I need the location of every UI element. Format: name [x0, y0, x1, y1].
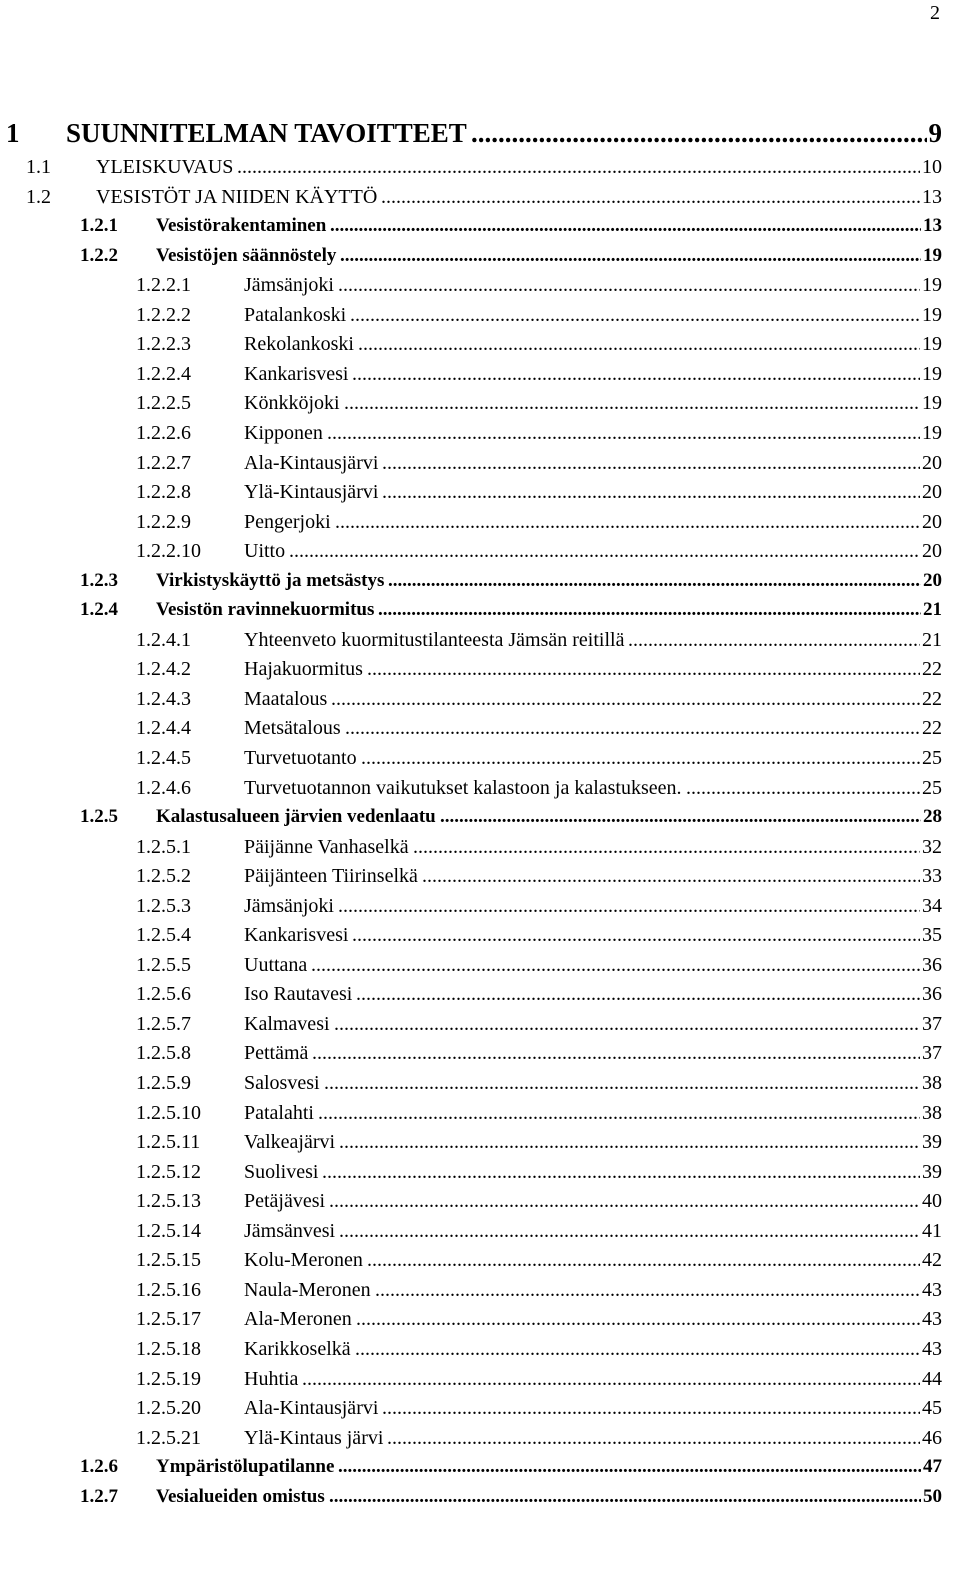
dot-leader [356, 981, 920, 1007]
toc-entry-page: 36 [922, 983, 942, 1005]
toc-entry-title: Uuttana [244, 954, 308, 976]
toc-entry-number: 1.2.2.10 [136, 540, 201, 562]
toc-entry-number: 1.2.4.1 [136, 629, 191, 651]
toc-entry[interactable] [0, 1040, 960, 1068]
dot-leader [345, 715, 920, 741]
toc-entry-title: Ala-Kintausjärvi [244, 452, 379, 474]
toc-entry-title: YLEISKUVAUS [96, 156, 234, 178]
toc-entry-title: Könkköjoki [244, 392, 340, 414]
toc-entry-title: SUUNNITELMAN TAVOITTEET [66, 118, 467, 148]
toc-entry[interactable] [0, 1159, 960, 1187]
dot-leader [311, 952, 920, 978]
toc-entry-title: Valkeajärvi [244, 1131, 336, 1153]
toc-entry-title: Rekolankoski [244, 333, 354, 355]
dot-leader [388, 568, 921, 594]
toc-entry-number: 1.2.4.3 [136, 688, 191, 710]
toc-entry-title: Salosvesi [244, 1072, 320, 1094]
toc-entry-page: 42 [922, 1249, 942, 1271]
toc-entry-title: Kalmavesi [244, 1013, 330, 1035]
toc-entry-page: 9 [928, 118, 942, 148]
toc-entry-number: 1.2.1 [80, 215, 118, 236]
dot-leader [237, 154, 920, 180]
toc-entry-page: 43 [922, 1279, 942, 1301]
toc-entry-number: 1.2.5.5 [136, 954, 191, 976]
toc-entry-number: 1.2.5 [80, 806, 118, 827]
toc-entry[interactable] [0, 361, 960, 389]
toc-entry-title: Maatalous [244, 688, 328, 710]
toc-entry-number: 1.2.5.7 [136, 1013, 191, 1035]
toc-entry-title: Pengerjoki [244, 511, 331, 533]
toc-entry[interactable] [0, 834, 960, 862]
toc-entry-page: 40 [922, 1190, 942, 1212]
dot-leader [329, 1188, 920, 1214]
dot-leader [356, 1306, 920, 1332]
toc-entry-page: 39 [922, 1161, 942, 1183]
toc-entry-page: 34 [922, 895, 942, 917]
toc-entry-title: Kolu-Meronen [244, 1249, 363, 1271]
toc-entry-title: Turvetuotannon vaikutukset kalastoon ja kalastukseen. [244, 777, 682, 799]
toc-entry-page: 28 [923, 806, 942, 827]
toc-entry-page: 19 [922, 363, 942, 385]
toc-entry[interactable] [0, 656, 960, 684]
toc-entry[interactable] [0, 1100, 960, 1128]
toc-entry-number: 1.2.5.3 [136, 895, 191, 917]
toc-entry-page: 20 [922, 452, 942, 474]
dot-leader [330, 213, 921, 239]
toc-entry-number: 1.2.5.6 [136, 983, 191, 1005]
toc-entry-page: 44 [922, 1368, 942, 1390]
toc-entry-number: 1.2.5.18 [136, 1338, 201, 1360]
toc-entry-page: 22 [922, 658, 942, 680]
toc-entry-number: 1.2 [26, 186, 51, 208]
toc-entry-title: Päijänteen Tiirinselkä [244, 865, 418, 887]
toc-entry[interactable] [0, 597, 960, 625]
toc-entry-page: 21 [923, 599, 942, 620]
toc-entry-page: 41 [922, 1220, 942, 1242]
dot-leader [331, 686, 920, 712]
dot-leader [322, 1159, 920, 1185]
toc-entry[interactable] [0, 981, 960, 1009]
toc-entry[interactable] [0, 1484, 960, 1512]
toc-entry[interactable] [0, 302, 960, 330]
toc-entry[interactable] [0, 154, 960, 182]
toc-entry-title: Ala-Meronen [244, 1308, 352, 1330]
toc-entry-number: 1.2.5.11 [136, 1131, 201, 1153]
toc-entry-number: 1.2.5.12 [136, 1161, 201, 1183]
toc-entry[interactable] [0, 1277, 960, 1305]
toc-entry[interactable] [0, 952, 960, 980]
toc-entry[interactable] [0, 627, 960, 655]
toc-entry-title: Vesistöjen säännöstely [156, 245, 337, 266]
toc-entry-number: 1.2.2.1 [136, 274, 191, 296]
dot-leader [338, 272, 920, 298]
toc-entry-page: 22 [922, 688, 942, 710]
toc-entry[interactable] [0, 420, 960, 448]
toc-entry[interactable] [0, 745, 960, 773]
toc-entry-title: Virkistyskäyttö ja metsästys [156, 570, 385, 591]
toc-entry-title: Päijänne Vanhaselkä [244, 836, 409, 858]
dot-leader [628, 627, 920, 653]
dot-leader [335, 509, 920, 535]
toc-entry-page: 25 [922, 747, 942, 769]
toc-entry-number: 1.2.2.5 [136, 392, 191, 414]
toc-entry[interactable] [0, 538, 960, 566]
dot-leader [289, 538, 920, 564]
toc-entry-title: Huhtia [244, 1368, 299, 1390]
toc-entry-title: Patalahti [244, 1102, 314, 1124]
dot-leader [422, 863, 920, 889]
toc-entry-page: 19 [922, 333, 942, 355]
dot-leader [338, 893, 920, 919]
toc-entry-page: 32 [922, 836, 942, 858]
dot-leader [413, 834, 920, 860]
dot-leader [302, 1366, 920, 1392]
toc-entry-number: 1.2.2.3 [136, 333, 191, 355]
page-number: 2 [930, 2, 940, 24]
toc-entry[interactable] [0, 450, 960, 478]
toc-entry-page: 25 [922, 777, 942, 799]
dot-leader [382, 1395, 920, 1421]
dot-leader [358, 331, 920, 357]
toc-entry-number: 1.2.4.6 [136, 777, 191, 799]
dot-leader [344, 390, 920, 416]
toc-entry-number: 1.2.5.4 [136, 924, 191, 946]
toc-entry-page: 19 [923, 245, 942, 266]
toc-entry-title: Hajakuormitus [244, 658, 363, 680]
dot-leader [327, 420, 920, 446]
dot-leader [375, 1277, 920, 1303]
toc-entry-number: 1.2.5.1 [136, 836, 191, 858]
toc-entry-title: Ala-Kintausjärvi [244, 1397, 379, 1419]
toc-entry-page: 33 [922, 865, 942, 887]
toc-entry-page: 21 [922, 629, 942, 651]
toc-entry-number: 1.2.7 [80, 1486, 118, 1507]
toc-entry-page: 13 [922, 186, 942, 208]
toc-entry-page: 38 [922, 1102, 942, 1124]
toc-entry-number: 1.2.4.4 [136, 717, 191, 739]
toc-entry[interactable] [0, 1425, 960, 1453]
toc-entry-title: Vesistörakentaminen [156, 215, 327, 236]
toc-entry-title: Vesistön ravinnekuormitus [156, 599, 375, 620]
toc-entry-number: 1.2.5.13 [136, 1190, 201, 1212]
toc-entry[interactable] [0, 1188, 960, 1216]
toc-entry[interactable] [0, 1454, 960, 1482]
toc-entry-page: 19 [922, 304, 942, 326]
toc-entry-number: 1.1 [26, 156, 51, 178]
toc-entry-title: Jämsänvesi [244, 1220, 336, 1242]
toc-entry-title: Kankarisvesi [244, 363, 349, 385]
toc-entry-title: Kankarisvesi [244, 924, 349, 946]
toc-entry-page: 13 [923, 215, 942, 236]
dot-leader [312, 1040, 920, 1066]
dot-leader [471, 118, 927, 148]
toc-entry[interactable] [0, 1247, 960, 1275]
dot-leader [334, 1011, 920, 1037]
dot-leader [350, 302, 920, 328]
dot-leader [352, 922, 920, 948]
toc-entry-title: Kipponen [244, 422, 323, 444]
toc-entry-page: 19 [922, 274, 942, 296]
toc-entry-number: 1.2.2.9 [136, 511, 191, 533]
toc-entry-page: 38 [922, 1072, 942, 1094]
toc-entry[interactable] [0, 1336, 960, 1364]
toc-entry[interactable] [0, 804, 960, 832]
toc-entry-number: 1.2.5.15 [136, 1249, 201, 1271]
toc-entry[interactable] [0, 390, 960, 418]
toc-entry-title: Vesialueiden omistus [156, 1486, 325, 1507]
toc-entry-number: 1.2.4.2 [136, 658, 191, 680]
toc-entry-number: 1.2.2.4 [136, 363, 191, 385]
toc-entry-number: 1.2.5.2 [136, 865, 191, 887]
toc-entry-number: 1.2.4.5 [136, 747, 191, 769]
toc-entry-number: 1.2.2.2 [136, 304, 191, 326]
dot-leader [339, 1218, 920, 1244]
toc-entry-number: 1.2.2 [80, 245, 118, 266]
toc-entry-title: Ylä-Kintausjärvi [244, 481, 379, 503]
toc-entry-page: 50 [923, 1486, 942, 1507]
toc-entry-title: Naula-Meronen [244, 1279, 371, 1301]
dot-leader [686, 775, 920, 801]
dot-leader [361, 745, 920, 771]
toc-entry[interactable] [0, 509, 960, 537]
toc-entry-title: Suolivesi [244, 1161, 319, 1183]
toc-entry[interactable] [0, 715, 960, 743]
toc-entry[interactable] [0, 479, 960, 507]
toc-entry-title: Turvetuotanto [244, 747, 357, 769]
toc-entry-page: 47 [923, 1456, 942, 1477]
dot-leader [382, 479, 920, 505]
dot-leader [318, 1100, 920, 1126]
toc-entry-title: Uitto [244, 540, 286, 562]
toc-entry-page: 22 [922, 717, 942, 739]
toc-entry[interactable] [0, 922, 960, 950]
toc-entry-title: Petäjävesi [244, 1190, 326, 1212]
toc-entry-page: 39 [922, 1131, 942, 1153]
toc-entry[interactable] [0, 686, 960, 714]
toc-entry-page: 43 [922, 1338, 942, 1360]
toc-entry[interactable] [0, 331, 960, 359]
toc-entry-page: 35 [922, 924, 942, 946]
dot-leader [339, 1129, 920, 1155]
toc-entry[interactable] [0, 568, 960, 596]
toc-entry-number: 1 [6, 118, 20, 148]
toc-entry-page: 20 [922, 481, 942, 503]
dot-leader [329, 1484, 921, 1510]
toc-entry-title: Jämsänjoki [244, 895, 334, 917]
dot-leader [367, 656, 920, 682]
toc-entry[interactable] [0, 893, 960, 921]
dot-leader [324, 1070, 920, 1096]
dot-leader [381, 184, 920, 210]
toc-entry-number: 1.2.5.17 [136, 1308, 201, 1330]
dot-leader [367, 1247, 920, 1273]
toc-entry-number: 1.2.3 [80, 570, 118, 591]
dot-leader [440, 804, 921, 830]
toc-entry-page: 37 [922, 1042, 942, 1064]
dot-leader [355, 1336, 920, 1362]
toc-entry-number: 1.2.5.10 [136, 1102, 201, 1124]
toc-entry-number: 1.2.2.7 [136, 452, 191, 474]
toc-entry[interactable] [0, 213, 960, 241]
toc-entry-title: Patalankoski [244, 304, 347, 326]
dot-leader [378, 597, 921, 623]
toc-entry[interactable] [0, 118, 960, 146]
toc-entry[interactable] [0, 1011, 960, 1039]
toc-entry-page: 43 [922, 1308, 942, 1330]
toc-entry-number: 1.2.5.16 [136, 1279, 201, 1301]
toc-entry-number: 1.2.5.20 [136, 1397, 201, 1419]
toc-entry-page: 37 [922, 1013, 942, 1035]
toc-entry-page: 10 [922, 156, 942, 178]
toc-entry[interactable] [0, 1395, 960, 1423]
dot-leader [382, 450, 920, 476]
toc-entry-title: Ympäristölupatilanne [156, 1456, 335, 1477]
toc-entry-page: 20 [923, 570, 942, 591]
toc-entry-number: 1.2.4 [80, 599, 118, 620]
toc-entry[interactable] [0, 1366, 960, 1394]
toc-entry-number: 1.2.5.9 [136, 1072, 191, 1094]
toc-entry[interactable] [0, 272, 960, 300]
toc-entry[interactable] [0, 1218, 960, 1246]
toc-entry-title: Karikkoselkä [244, 1338, 351, 1360]
toc-entry-page: 46 [922, 1427, 942, 1449]
toc-entry-number: 1.2.5.14 [136, 1220, 201, 1242]
dot-leader [340, 243, 921, 269]
toc-entry-title: Metsätalous [244, 717, 341, 739]
toc-entry[interactable] [0, 184, 960, 212]
toc-entry[interactable] [0, 863, 960, 891]
toc-entry-number: 1.2.6 [80, 1456, 118, 1477]
toc-entry-number: 1.2.5.21 [136, 1427, 201, 1449]
toc-entry[interactable] [0, 1070, 960, 1098]
toc-entry-page: 19 [922, 422, 942, 444]
toc-entry-page: 20 [922, 540, 942, 562]
toc-entry[interactable] [0, 1306, 960, 1334]
toc-entry-number: 1.2.5.19 [136, 1368, 201, 1390]
dot-leader [387, 1425, 920, 1451]
toc-entry-title: VESISTÖT JA NIIDEN KÄYTTÖ [96, 186, 378, 208]
toc-entry-title: Pettämä [244, 1042, 309, 1064]
toc-entry-page: 45 [922, 1397, 942, 1419]
toc-entry[interactable] [0, 243, 960, 271]
toc-entry-page: 19 [922, 392, 942, 414]
toc-entry-title: Ylä-Kintaus järvi [244, 1427, 384, 1449]
toc-entry-title: Yhteenveto kuormitustilanteesta Jämsän reitillä [244, 629, 625, 651]
toc-entry-page: 20 [922, 511, 942, 533]
toc-entry-number: 1.2.2.6 [136, 422, 191, 444]
dot-leader [352, 361, 920, 387]
toc-entry-number: 1.2.2.8 [136, 481, 191, 503]
toc-entry-number: 1.2.5.8 [136, 1042, 191, 1064]
toc-entry-page: 36 [922, 954, 942, 976]
toc-entry[interactable] [0, 1129, 960, 1157]
toc-entry[interactable] [0, 775, 960, 803]
toc-entry-title: Iso Rautavesi [244, 983, 353, 1005]
toc-entry-title: Jämsänjoki [244, 274, 334, 296]
dot-leader [338, 1454, 921, 1480]
toc-entry-title: Kalastusalueen järvien vedenlaatu [156, 806, 436, 827]
